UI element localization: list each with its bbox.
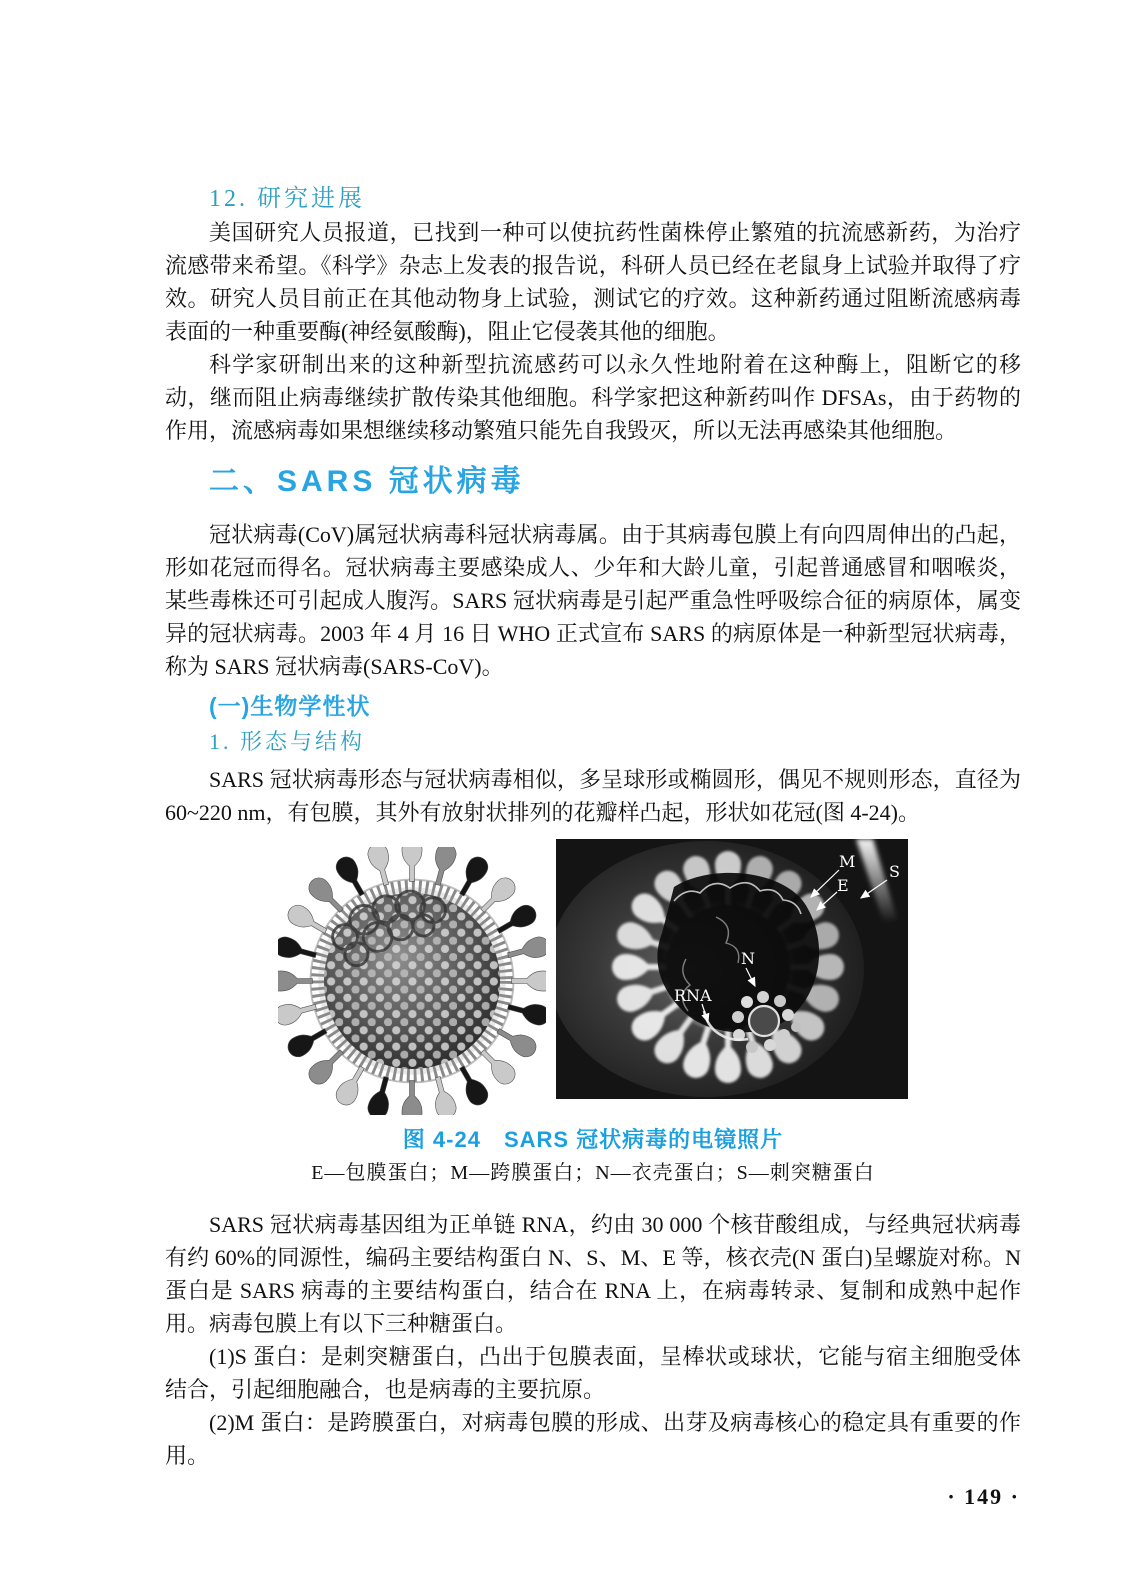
figure-images-row bbox=[165, 843, 1021, 1115]
coronavirus-illustration-image bbox=[278, 847, 546, 1115]
paragraph-morphology: SARS 冠状病毒形态与冠状病毒相似，多呈球形或椭圆形，偶见不规则形态，直径为 60~220 nm，有包膜，其外有放射状排列的花瓣样凸起，形状如花冠(图 4-24)。 bbox=[165, 767, 1021, 825]
paragraph-m-protein: (2)M 蛋白：是跨膜蛋白，对病毒包膜的形成、出芽及病毒核心的稳定具有重要的作用。 bbox=[165, 1410, 1021, 1468]
paragraph-flu-drug-2: 科学家研制出来的这种新型抗流感药可以永久性地附着在这种酶上，阻断它的移动，继而阻止病毒继续扩散传染其他细胞。科学家把这种新药叫作 DFSAs，由于药物的作用，流感病毒如果想继续移动繁殖只能先自我毁灭，所以无法再感染其他细胞。 bbox=[165, 352, 1021, 443]
page-number: · 149 · bbox=[947, 1484, 1020, 1509]
em-label-e: E bbox=[837, 876, 849, 895]
heading-morphology-structure: 1. 形态与结构 bbox=[209, 729, 366, 754]
text-column bbox=[165, 184, 1021, 1472]
em-label-n: N bbox=[741, 949, 755, 968]
paragraph-flu-drug-1: 美国研究人员报道，已找到一种可以使抗药性菌株停止繁殖的抗流感新药，为治疗流感带来希望。《科学》杂志上发表的报告说，科研人员已经在老鼠身上试验并取得了疗效。研究人员目前正在其他动物身上试验，测试它的疗效。这种新药通过阻断流感病毒表面的一种重要酶(神经氨酸酶)，阻止它侵袭其他的细胞。 bbox=[165, 220, 1021, 344]
figure-caption: 图 4-24 SARS 冠状病毒的电镜照片 bbox=[402, 1127, 784, 1152]
paragraph-s-protein: (1)S 蛋白：是刺突糖蛋白，凸出于包膜表面，呈棒状或球状，它能与宿主细胞受体结合，引起细胞融合，也是病毒的主要抗原。 bbox=[165, 1344, 1021, 1402]
paragraph-coronavirus-intro: 冠状病毒(CoV)属冠状病毒科冠状病毒属。由于其病毒包膜上有向四周伸出的凸起，形如花冠而得名。冠状病毒主要感染成人、少年和大龄儿童，引起普通感冒和咽喉炎，某些毒株还可引起成人腹泻。SARS 冠状病毒是引起严重急性呼吸综合征的病原体，属变异的冠状病毒。2003 年 4 月 16 日 WHO 正式宣布 SARS 的病原体是一种新型冠状病毒，称为 SARS 冠状病毒(SARS-CoV)。 bbox=[165, 522, 1021, 679]
paragraph-genome: SARS 冠状病毒基因组为正单链 RNA，约由 30 000 个核苷酸组成，与经典冠状病毒有约 60%的同源性，编码主要结构蛋白 N、S、M、E 等，核衣壳(N 蛋白)呈螺旋对称。N 蛋白是 SARS 病毒的主要结构蛋白，结合在 RNA 上，在病毒转录、复制和成熟中起作用。病毒包膜上有以下三种糖蛋白。 bbox=[165, 1212, 1021, 1336]
heading-sars-coronavirus: 二、SARS 冠状病毒 bbox=[209, 465, 525, 498]
em-label-m: M bbox=[839, 852, 856, 871]
figure-4-24 bbox=[165, 843, 1021, 1186]
heading-research-progress: 12. 研究进展 bbox=[209, 186, 365, 212]
heading-biological-properties: (一)生物学性状 bbox=[209, 693, 371, 719]
coronavirus-em-photo-image bbox=[556, 839, 908, 1099]
figure-legend: E—包膜蛋白；M—跨膜蛋白；N—衣壳蛋白；S—刺突糖蛋白 bbox=[311, 1162, 875, 1184]
em-label-s: S bbox=[889, 862, 900, 881]
em-label-rna: RNA bbox=[674, 986, 712, 1005]
